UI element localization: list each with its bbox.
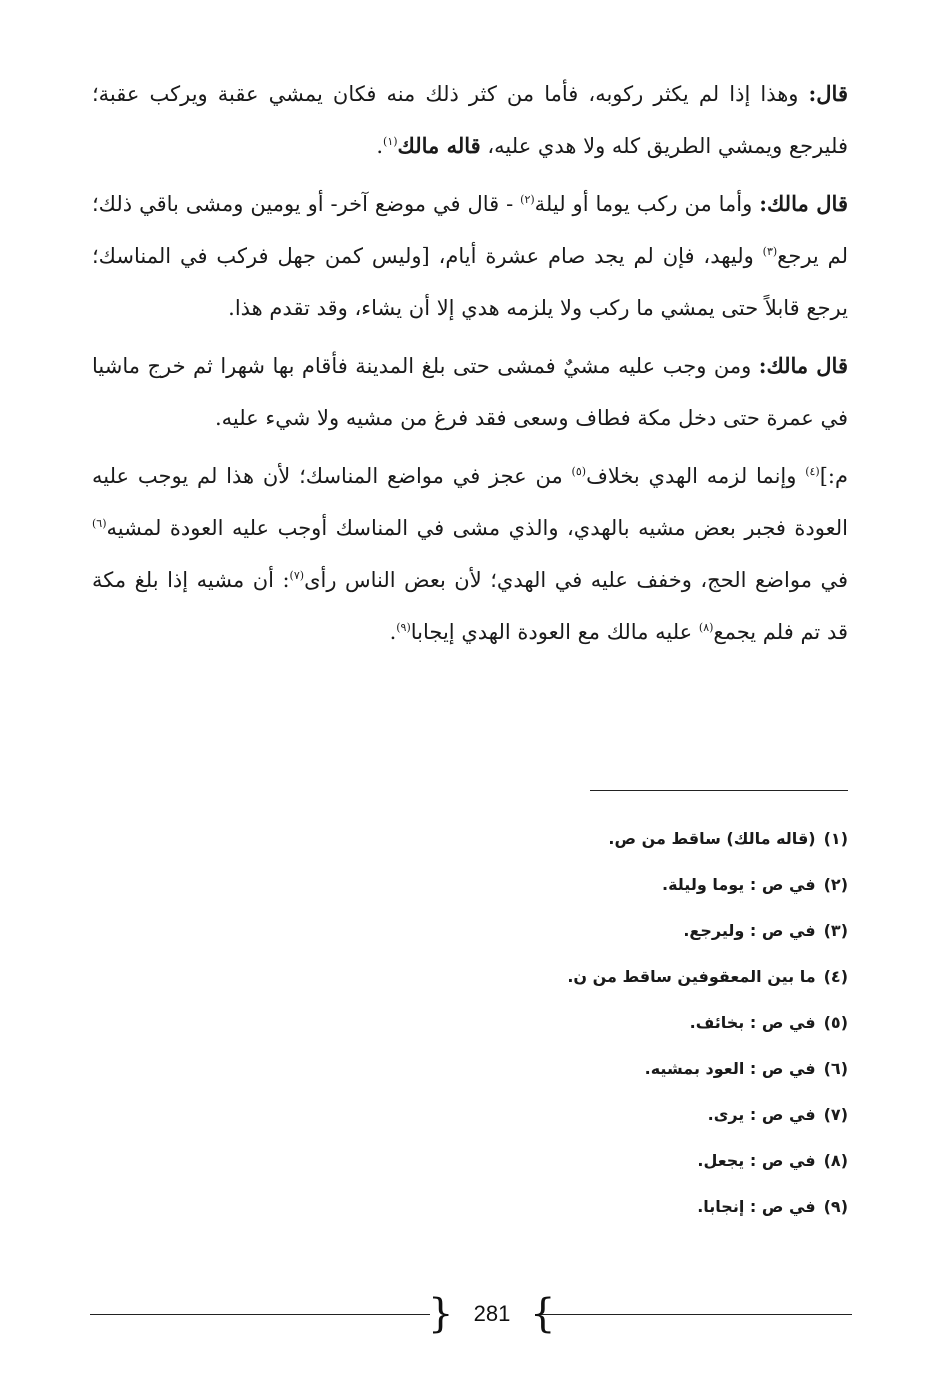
footnote-ref[interactable]: (٨) — [698, 621, 714, 634]
paragraph-text: وليهد، فإن لم يجد صام عشرة أيام، [وليس كمن جهل فركب في المناسك؛ يرجع قابلاً حتى يمشي ما ركب ولا يلزمه هدي إلا أن يشاء، وقد تقدم هذا. — [92, 244, 848, 320]
footnote-number: (٨) — [823, 1151, 848, 1170]
paragraph-text: . — [376, 134, 384, 158]
footnote-item — [92, 1092, 848, 1138]
footnote-item — [92, 1046, 848, 1092]
footer-rule-right — [540, 1314, 852, 1315]
paragraph-2 — [92, 178, 848, 334]
paragraph-3 — [92, 340, 848, 444]
footnote-ref[interactable]: (٣) — [762, 245, 778, 258]
footnote-item — [92, 1184, 848, 1230]
footer-rule-left — [90, 1314, 430, 1315]
footnote-number: (٧) — [823, 1105, 848, 1124]
paragraph-lead: قال: — [808, 81, 848, 106]
footnote-divider — [590, 790, 848, 791]
footnote-text: في ص : يرى. — [707, 1105, 816, 1124]
paragraph-text: وإنما لزمه الهدي بخلاف — [586, 464, 806, 488]
paragraph-text: من عجز في مواضع المناسك؛ لأن هذا لم يوجب عليه العودة فجبر بعض مشيه بالهدي، والذي مشى في المناسك أوجب عليه العودة لمشيه — [92, 464, 848, 540]
page-footer — [90, 1290, 852, 1338]
footnote-text: في ص : إنجابا. — [697, 1197, 816, 1216]
paragraph-text: في مواضع الحج، وخفف عليه في الهدي؛ لأن بعض الناس رأى — [304, 568, 848, 592]
paragraph-text: . — [389, 620, 397, 644]
paragraph-text: - قال في موضع آخر- أو يومين ومشى باقي ذلك؛ لم يرجع — [92, 192, 848, 268]
main-text — [92, 68, 848, 664]
paragraph-text: : أن مشيه إذا بلغ مكة قد تم فلم يجمع — [92, 568, 848, 644]
paragraph-text: وهذا إذا لم يكثر ركوبه، فأما من كثر ذلك منه فكان يمشي عقبة ويركب عقبة؛ فليرجع ويمشي الطريق كله ولا هدي عليه، — [92, 82, 848, 158]
paragraph-lead: قال مالك: — [759, 191, 848, 216]
page-number: 281 — [473, 1301, 511, 1326]
footnote-item — [92, 1138, 848, 1184]
footnote-ref[interactable]: (٦) — [92, 517, 107, 530]
footnote-ref[interactable]: (٤) — [805, 465, 820, 478]
page-number-bracket-open: { — [428, 1291, 454, 1337]
footnote-item — [92, 862, 848, 908]
paragraph-lead: قال مالك: — [758, 353, 848, 378]
paragraph-4 — [92, 450, 848, 658]
footnote-text: في ص : العود بمشيه. — [644, 1059, 816, 1078]
footnote-ref[interactable]: (٧) — [289, 569, 305, 582]
paragraph-text: عليه مالك مع العودة الهدي إيجابا — [410, 620, 699, 644]
paragraph-lead: م:] — [819, 464, 848, 488]
footnote-ref[interactable]: (٢) — [520, 193, 535, 206]
footnote-number: (٥) — [823, 1013, 848, 1032]
paragraph-text: ومن وجب عليه مشيٌ فمشى حتى بلغ المدينة فأقام بها شهرا ثم خرج ماشيا في عمرة حتى دخل مكة فطاف وسعى فقد فرغ من مشيه ولا شيء عليه. — [92, 354, 848, 430]
paragraph-1 — [92, 68, 848, 172]
footnote-text: في ص : يجعل. — [697, 1151, 816, 1170]
footnote-ref[interactable]: (٥) — [571, 465, 587, 478]
footnote-item — [92, 1000, 848, 1046]
paragraph-text: وأما من ركب يوما أو ليلة — [534, 192, 760, 216]
paragraph-emphasis: قاله مالك — [397, 133, 481, 158]
footnote-item — [92, 908, 848, 954]
footnote-number: (١) — [823, 829, 848, 848]
footnote-number: (٤) — [823, 967, 848, 986]
footnote-number: (٢) — [823, 875, 848, 894]
footnote-ref[interactable]: (١) — [383, 135, 398, 148]
footnote-item — [92, 954, 848, 1000]
footnote-text: في ص : بخائف. — [689, 1013, 816, 1032]
footnote-text: (قاله مالك) ساقط من ص. — [608, 829, 816, 848]
footnote-text: في ص : وليرجع. — [683, 921, 816, 940]
footnote-number: (٩) — [823, 1197, 848, 1216]
footnote-text: في ص : يوما وليلة. — [661, 875, 816, 894]
page-number-bracket-close: } — [530, 1291, 556, 1337]
footnote-item — [92, 816, 848, 862]
footnote-ref[interactable]: (٩) — [396, 621, 411, 634]
footnote-number: (٣) — [823, 921, 848, 940]
footnote-number: (٦) — [823, 1059, 848, 1078]
footnote-text: ما بين المعقوفين ساقط من ن. — [567, 967, 816, 986]
footnotes-list — [92, 816, 848, 1230]
